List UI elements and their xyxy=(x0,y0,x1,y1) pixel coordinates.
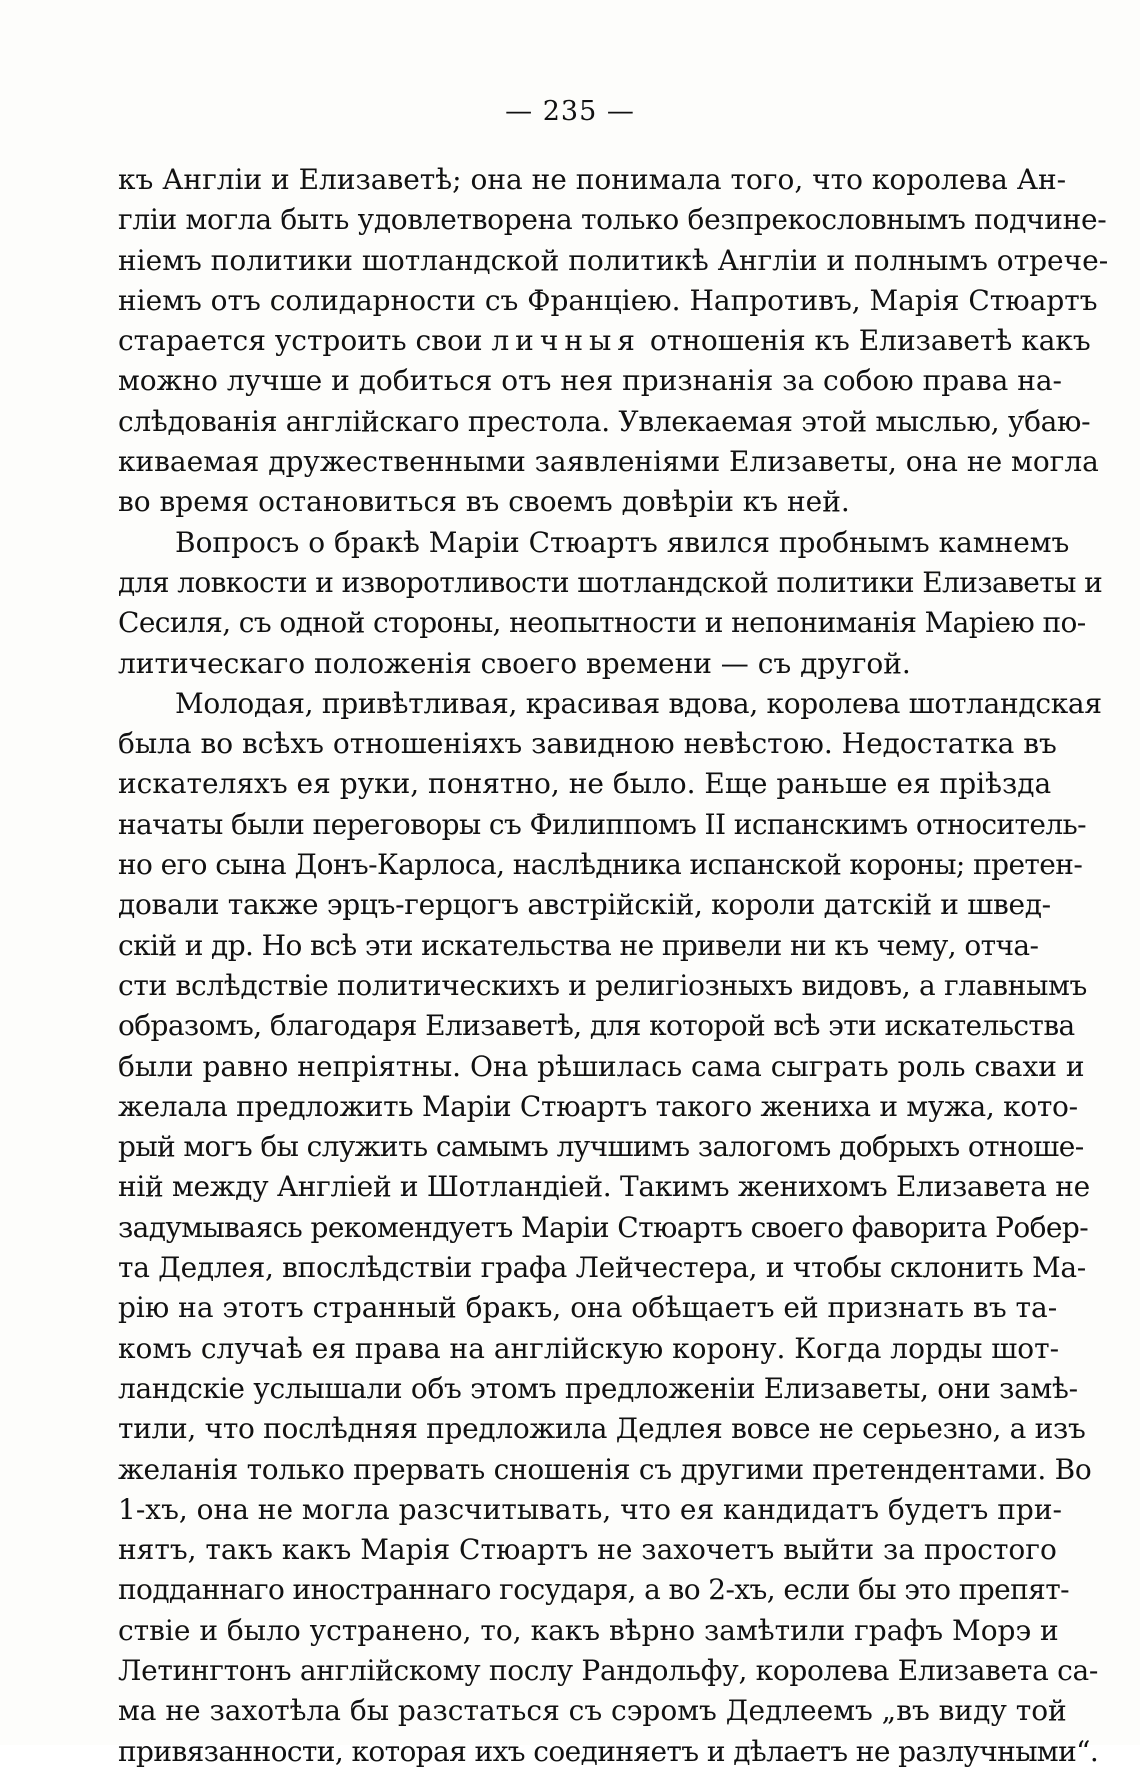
text-line: ніемъ отъ солидарности съ Франціею. Напротивъ, Марія Стюартъ xyxy=(118,283,1098,317)
text-line: ма не захотѣла бы разстаться съ сэромъ Дедлеемъ „въ виду той xyxy=(118,1694,1067,1728)
text-line: во время остановиться въ своемъ довѣріи къ ней. xyxy=(118,485,850,519)
text-line: Молодая, привѣтливая, красивая вдова, королева шотландская xyxy=(175,686,1102,720)
text-line: была во всѣхъ отношеніяхъ завидною невѣстою. Недостатка въ xyxy=(118,727,1057,761)
text-line: ствіе и было устранено, то, какъ вѣрно замѣтили графъ Морэ и xyxy=(118,1613,1059,1647)
text-line: для ловкости и изворотливости шотландской политики Елизаветы и xyxy=(118,565,1103,599)
text-line: ній между Англіей и Шотландіей. Такимъ женихомъ Елизавета не xyxy=(118,1170,1090,1204)
text-line: нятъ, такъ какъ Марія Стюартъ не захочетъ выйти за простого xyxy=(118,1533,1057,1567)
text-line: слѣдованія англійскаго престола. Увлекаемая этой мыслью, убаю- xyxy=(118,404,1091,438)
page-number: — 235 — xyxy=(505,96,635,127)
page-text xyxy=(118,160,1109,1772)
text-line: задумываясь рекомендуетъ Маріи Стюартъ своего фаворита Робер- xyxy=(118,1210,1089,1244)
text-line: киваемая дружественными заявленіями Елизаветы, она не могла xyxy=(118,445,1099,479)
text-line: та Дедлея, впослѣдствіи графа Лейчестера, и чтобы склонить Ма- xyxy=(118,1251,1086,1285)
text-line: тили, что послѣдняя предложила Дедлея вовсе не серьезно, а изъ xyxy=(118,1412,1086,1446)
text-line: Летингтонъ англійскому послу Рандольфу, королева Елизавета са- xyxy=(118,1653,1099,1687)
text-line: подданнаго иностраннаго государя, а во 2-хъ, если бы это препят- xyxy=(118,1573,1069,1607)
text-line: рый могъ бы служить самымъ лучшимъ залогомъ добрыхъ отноше- xyxy=(118,1130,1084,1164)
text-line-with-emphasis xyxy=(118,321,1091,361)
text-line: были равно непріятны. Она рѣшилась сама сыграть роль свахи и xyxy=(118,1049,1085,1083)
text-line: литическаго положенія своего времени — съ другой. xyxy=(118,646,911,680)
text-line: искателяхъ ея руки, понятно, не было. Еще раньше ея пріѣзда xyxy=(118,767,1052,801)
text-line: Вопросъ о бракѣ Маріи Стюартъ явился пробнымъ камнемъ xyxy=(175,525,1070,559)
text-segment: старается устроить свои xyxy=(118,324,492,358)
text-line: рію на этотъ странный бракъ, она обѣщаетъ ей признать въ та- xyxy=(118,1291,1058,1325)
text-line: комъ случаѣ ея права на англійскую корону. Когда лорды шот- xyxy=(118,1331,1060,1365)
text-segment: отношенія къ Елизаветѣ какъ xyxy=(640,324,1091,358)
text-line: образомъ, благодаря Елизаветѣ, для которой всѣ эти искательства xyxy=(118,1009,1075,1043)
text-line: но его сына Донъ-Карлоса, наслѣдника испанской короны; претен- xyxy=(118,848,1083,882)
emphasized-word: личныя xyxy=(491,324,641,358)
text-line: довали также эрцъ-герцогъ австрійскій, короли датскій и швед- xyxy=(118,888,1051,922)
text-line: ніемъ политики шотландской политикѣ Англіи и полнымъ отрече- xyxy=(118,243,1109,277)
text-line: сти вслѣдствіе политическихъ и религіозныхъ видовъ, а главнымъ xyxy=(118,968,1088,1002)
text-line: можно лучше и добиться отъ нея признанія за собою права на- xyxy=(118,364,1063,398)
text-line: желала предложить Маріи Стюартъ такого жениха и мужа, кото- xyxy=(118,1089,1078,1123)
text-line: къ Англіи и Елизаветѣ; она не понимала того, что королева Ан- xyxy=(118,163,1067,196)
text-line: 1-хъ, она не могла разсчитывать, что ея кандидатъ будетъ при- xyxy=(118,1492,1062,1526)
text-line: скій и др. Но всѣ эти искательства не привели ни къ чему, отча- xyxy=(118,928,1039,962)
text-line: гліи могла быть удовлетворена только безпрекословнымъ подчине- xyxy=(118,203,1107,237)
text-line: Сесиля, съ одной стороны, неопытности и непониманія Маріею по- xyxy=(118,606,1086,640)
text-line: желанія только прервать сношенія съ другими претендентами. Во xyxy=(118,1452,1092,1486)
text-line: начаты были переговоры съ Филиппомъ II испанскимъ относитель- xyxy=(118,807,1087,841)
text-line: привязанности, которая ихъ соединяетъ и дѣлаетъ не разлучными“. xyxy=(118,1734,1099,1768)
text-line: ландскіе услышали объ этомъ предложеніи Елизаветы, они замѣ- xyxy=(118,1371,1078,1405)
